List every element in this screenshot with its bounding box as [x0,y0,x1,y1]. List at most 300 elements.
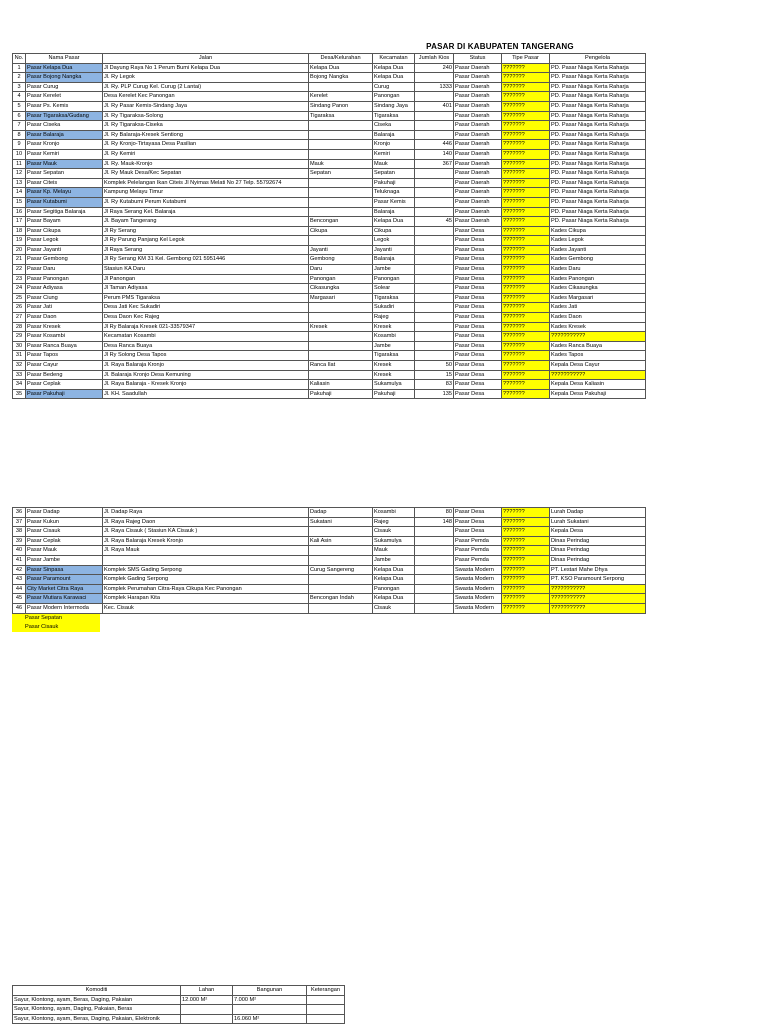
commodity-cell: Sayur, Klontong, ayam, Beras, Daging, Pakaian [13,995,181,1005]
market-type-cell: ??????? [502,332,550,342]
market-type-cell: ??????? [502,101,550,111]
market-name-cell: Pasar Balaraja [26,130,103,140]
table-row [13,111,646,121]
kiosk-count-cell: 45 [415,217,454,227]
row-number-cell: 45 [13,594,26,604]
market-name-cell: Pasar Bedeng [26,370,103,380]
market-type-cell: ??????? [502,159,550,169]
table-row [13,245,646,255]
row-number-cell: 4 [13,92,26,102]
manager-cell: PD. Pasar Niaga Kerta Raharja [550,159,646,169]
district-cell: Mauk [373,159,415,169]
street-cell: Jl Panongan [103,274,309,284]
kiosk-count-cell [415,197,454,207]
street-cell: Jl Ry Solong Desa Tapos [103,351,309,361]
commodity-cell: Sayur, Klontong, ayam, Beras, Daging, Pakaian, Elektronik [13,1014,181,1024]
row-number-cell: 29 [13,332,26,342]
status-cell: Pasar Desa [454,332,502,342]
kiosk-count-cell [415,565,454,575]
district-cell: Legok [373,236,415,246]
kiosk-count-cell [415,188,454,198]
district-cell: Tigaraksa [373,111,415,121]
manager-cell: Kades Legok [550,236,646,246]
street-cell: Desa Daon Kec Rajeg [103,313,309,323]
village-cell: Cikasungka [309,284,373,294]
village-cell [309,603,373,613]
status-cell: Pasar Desa [454,389,502,399]
row-number-cell: 13 [13,178,26,188]
header-jalan: Jalan [103,54,309,64]
district-cell: Kelapa Dua [373,73,415,83]
district-cell: Solear [373,284,415,294]
street-cell: Jl Ry Parung Panjang Kel Legok [103,236,309,246]
status-cell: Pasar Daerah [454,63,502,73]
market-name-cell: Pasar Kelapa Dua [26,63,103,73]
kiosk-count-cell [415,178,454,188]
district-cell: Kresek [373,361,415,371]
table-row [13,546,646,556]
row-number-cell: 19 [13,236,26,246]
district-cell: Mauk [373,546,415,556]
table-row [13,226,646,236]
street-cell: Jl Raya Serang [103,245,309,255]
row-number-cell: 11 [13,159,26,169]
header-keterangan: Keterangan [307,986,345,996]
kiosk-count-cell [415,594,454,604]
market-name-cell: Pasar Bojong Nangka [26,73,103,83]
street-cell: Jl. Balaraja Kronjo Desa Kemuning [103,370,309,380]
street-cell: Jl. Bayam Tangerang [103,217,309,227]
kiosk-count-cell [415,111,454,121]
commodity-header-row [13,986,345,996]
district-cell: Kosambi [373,332,415,342]
manager-cell: Kades Ranca Buaya [550,341,646,351]
market-type-cell: ??????? [502,361,550,371]
status-cell: Pasar Desa [454,313,502,323]
row-number-cell: 18 [13,226,26,236]
row-number-cell: 28 [13,322,26,332]
status-cell: Pasar Desa [454,245,502,255]
manager-cell: PT. Lestari Mahe Dhya [550,565,646,575]
market-type-cell: ??????? [502,284,550,294]
market-type-cell: ??????? [502,217,550,227]
village-cell [309,140,373,150]
market-type-cell: ??????? [502,140,550,150]
village-cell: Daru [309,265,373,275]
village-cell: Curug Sangereng [309,565,373,575]
status-cell: Pasar Desa [454,527,502,537]
district-cell: Rajeg [373,517,415,527]
district-cell: Rajeg [373,313,415,323]
district-cell: Kronjo [373,140,415,150]
market-name-cell: Pasar Daru [26,265,103,275]
district-cell: Panongan [373,584,415,594]
district-cell: Pasar Kemis [373,197,415,207]
status-cell: Pasar Desa [454,284,502,294]
row-number-cell: 8 [13,130,26,140]
district-cell: Balaraja [373,207,415,217]
table-row [13,236,646,246]
street-cell: Jl Taman Adiyasa [103,284,309,294]
manager-cell: ??????????? [550,603,646,613]
manager-cell: PD. Pasar Niaga Kerta Raharja [550,188,646,198]
status-cell: Pasar Pemda [454,555,502,565]
village-cell [309,351,373,361]
market-type-cell: ??????? [502,603,550,613]
market-name-cell: Pasar Kp. Melayu [26,188,103,198]
village-cell: Sukatani [309,517,373,527]
status-cell: Pasar Desa [454,351,502,361]
table-row [13,149,646,159]
status-cell: Pasar Daerah [454,111,502,121]
header-jumlah-kios: Jumlah Kios [415,54,454,64]
market-type-cell: ??????? [502,82,550,92]
village-cell: Ranca Ilat [309,361,373,371]
village-cell [309,341,373,351]
manager-cell: PD. Pasar Niaga Kerta Raharja [550,207,646,217]
street-cell [103,555,309,565]
district-cell: Sukamulya [373,536,415,546]
table-row [13,603,646,613]
kiosk-count-cell [415,341,454,351]
table-row [13,92,646,102]
district-cell: Panongan [373,92,415,102]
row-number-cell: 2 [13,73,26,83]
village-cell: Gembong [309,255,373,265]
street-cell: Desa Ranca Buaya [103,341,309,351]
village-cell: Dadap [309,508,373,518]
manager-cell: PD. Pasar Niaga Kerta Raharja [550,178,646,188]
district-cell: Jambe [373,265,415,275]
manager-cell: ??????????? [550,370,646,380]
street-cell: Jl Ry Serang KM 31 Kel. Gembong 021 5951446 [103,255,309,265]
village-cell: Sepatan [309,169,373,179]
market-type-cell: ??????? [502,92,550,102]
row-number-cell: 36 [13,508,26,518]
market-type-cell: ??????? [502,169,550,179]
table-row [13,284,646,294]
table-row [13,351,646,361]
table-row [13,527,646,537]
manager-cell: PD. Pasar Niaga Kerta Raharja [550,111,646,121]
manager-cell: Kepala Desa Cayur [550,361,646,371]
manager-cell: PD. Pasar Niaga Kerta Raharja [550,149,646,159]
row-number-cell: 38 [13,527,26,537]
manager-cell: Kades Panongan [550,274,646,284]
row-number-cell: 40 [13,546,26,556]
village-cell: Cikupa [309,226,373,236]
manager-cell: Kades Margasari [550,293,646,303]
market-name-cell: Pasar Kutabumi [26,197,103,207]
street-cell: Jl. Ry Kemiri [103,149,309,159]
row-number-cell: 20 [13,245,26,255]
market-type-cell: ??????? [502,63,550,73]
header-desa: Desa/Kelurahan [309,54,373,64]
market-type-cell: ??????? [502,584,550,594]
district-cell: Kosambi [373,508,415,518]
district-cell: Tigaraksa [373,293,415,303]
row-number-cell: 6 [13,111,26,121]
market-name-cell: Pasar Mutiara Karawaci [26,594,103,604]
manager-cell: PD. Pasar Niaga Kerta Raharja [550,82,646,92]
status-cell: Pasar Desa [454,361,502,371]
manager-cell: PD. Pasar Niaga Kerta Raharja [550,197,646,207]
table-row [13,380,646,390]
market-name-cell: Pasar Kronjo [26,140,103,150]
kiosk-count-cell [415,207,454,217]
kiosk-count-cell [415,322,454,332]
market-type-cell: ??????? [502,274,550,284]
manager-cell: Kades Kresek [550,322,646,332]
street-cell: Komplek Gading Serpong [103,575,309,585]
status-cell: Pasar Desa [454,236,502,246]
market-name-cell: Pasar Bayam [26,217,103,227]
header-komoditi: Komoditi [13,986,181,996]
kiosk-count-cell: 401 [415,101,454,111]
row-number-cell: 32 [13,361,26,371]
market-name-cell: Pasar Jambe [26,555,103,565]
status-cell: Pasar Daerah [454,207,502,217]
status-cell: Pasar Desa [454,274,502,284]
remarks-cell [307,1014,345,1024]
manager-cell: Kades Cikupa [550,226,646,236]
manager-cell: PD. Pasar Niaga Kerta Raharja [550,130,646,140]
market-name-cell: Pasar Citeis [26,178,103,188]
village-cell [309,121,373,131]
manager-cell: Lurah Dadap [550,508,646,518]
street-cell: Jl Raya Serang Kel. Balaraja [103,207,309,217]
market-type-cell: ??????? [502,313,550,323]
row-number-cell: 23 [13,274,26,284]
street-cell: Jl. Raya Balaraja Kronjo [103,361,309,371]
table-row [13,169,646,179]
street-cell: Jl. Ry. Mauk-Kronjo [103,159,309,169]
kiosk-count-cell [415,332,454,342]
street-cell: Kec. Cisauk [103,603,309,613]
extra-market-cisauk: Pasar Cisauk [12,623,100,632]
manager-cell: Kades Daon [550,313,646,323]
district-cell: Kelapa Dua [373,575,415,585]
land-area-cell [181,1014,233,1024]
header-bangunan: Bangunan [233,986,307,996]
kiosk-count-cell [415,575,454,585]
market-type-cell: ??????? [502,130,550,140]
manager-cell: Kades Daru [550,265,646,275]
market-name-cell: Pasar Panongan [26,274,103,284]
table-row [13,313,646,323]
row-number-cell: 9 [13,140,26,150]
street-cell: Kampung Melayu Timur [103,188,309,198]
village-cell: Kerelet [309,92,373,102]
remarks-cell [307,1005,345,1015]
building-area-cell: 7.000 M² [233,995,307,1005]
kiosk-count-cell [415,303,454,313]
kiosk-count-cell [415,527,454,537]
district-cell: Kelapa Dua [373,217,415,227]
market-name-cell: Pasar Ciung [26,293,103,303]
street-cell: Desa Jati Kec Sukadiri [103,303,309,313]
street-cell: Jl. Raya Rajeg Daon [103,517,309,527]
market-name-cell: Pasar Ciseka [26,121,103,131]
street-cell: Jl Ry Serang [103,226,309,236]
district-cell: Sukamulya [373,380,415,390]
market-type-cell: ??????? [502,322,550,332]
header-pengelola: Pengelola [550,54,646,64]
kiosk-count-cell: 80 [415,508,454,518]
market-name-cell: Pasar Sinpasa [26,565,103,575]
kiosk-count-cell [415,245,454,255]
village-cell [309,130,373,140]
table-row [13,575,646,585]
row-number-cell: 17 [13,217,26,227]
market-name-cell: Pasar Jayanti [26,245,103,255]
row-number-cell: 12 [13,169,26,179]
village-cell: Bencongan Indah [309,594,373,604]
table-row [13,82,646,92]
row-number-cell: 35 [13,389,26,399]
status-cell: Pasar Daerah [454,73,502,83]
kiosk-count-cell [415,236,454,246]
manager-cell: ??????????? [550,332,646,342]
district-cell: Ciseka [373,121,415,131]
village-cell [309,332,373,342]
kiosk-count-cell [415,284,454,294]
district-cell: Jambe [373,341,415,351]
status-cell: Pasar Daerah [454,217,502,227]
village-cell [309,313,373,323]
header-nama-pasar: Nama Pasar [26,54,103,64]
kiosk-count-cell [415,293,454,303]
street-cell: Komplek SMS Gading Serpong [103,565,309,575]
market-name-cell: Pasar Sepatan [26,169,103,179]
market-type-cell: ??????? [502,265,550,275]
village-cell [309,527,373,537]
row-number-cell: 7 [13,121,26,131]
table-row [13,584,646,594]
village-cell: Margasari [309,293,373,303]
market-type-cell: ??????? [502,178,550,188]
kiosk-count-cell: 367 [415,159,454,169]
street-cell: Jl. KH. Saadullah [103,389,309,399]
village-cell [309,555,373,565]
market-type-cell: ??????? [502,226,550,236]
header-no: No. [13,54,26,64]
market-name-cell: Pasar Kukun [26,517,103,527]
village-cell: Bencongan [309,217,373,227]
market-name-cell: Pasar Modern Intermoda [26,603,103,613]
manager-cell: Kades Jayanti [550,245,646,255]
market-type-cell: ??????? [502,594,550,604]
street-cell: Jl. Ry Tigaraksa-Solong [103,111,309,121]
market-name-cell: Pasar Ceplak [26,380,103,390]
manager-cell: Kades Cikasungka [550,284,646,294]
row-number-cell: 41 [13,555,26,565]
table-row [13,140,646,150]
table-row [13,207,646,217]
kiosk-count-cell: 140 [415,149,454,159]
status-cell: Pasar Daerah [454,169,502,179]
street-cell: Jl. Dadap Raya [103,508,309,518]
status-cell: Pasar Desa [454,255,502,265]
district-cell: Kresek [373,370,415,380]
market-type-cell: ??????? [502,517,550,527]
remarks-cell [307,995,345,1005]
district-cell: Teluknaga [373,188,415,198]
table-row [13,265,646,275]
street-cell: Jl. Ry Tigaraksa-Ciseka [103,121,309,131]
village-cell: Mauk [309,159,373,169]
village-cell: Sindang Panon [309,101,373,111]
status-cell: Pasar Daerah [454,178,502,188]
header-tipe-pasar: Tipe Pasar [502,54,550,64]
status-cell: Pasar Daerah [454,92,502,102]
status-cell: Pasar Desa [454,508,502,518]
manager-cell: Kades Tapos [550,351,646,361]
village-cell [309,236,373,246]
manager-cell: PD. Pasar Niaga Kerta Raharja [550,169,646,179]
market-type-cell: ??????? [502,555,550,565]
village-cell: Kresek [309,322,373,332]
market-type-cell: ??????? [502,341,550,351]
market-name-cell: Pasar Ceplak [26,536,103,546]
market-name-cell: Pasar Cisauk [26,527,103,537]
building-area-cell [233,1005,307,1015]
market-type-cell: ??????? [502,245,550,255]
village-cell: Jayanti [309,245,373,255]
market-name-cell: Pasar Curug [26,82,103,92]
market-name-cell: Pasar Pakuhaji [26,389,103,399]
table-row [13,63,646,73]
manager-cell: PD. Pasar Niaga Kerta Raharja [550,140,646,150]
status-cell: Pasar Desa [454,341,502,351]
market-type-cell: ??????? [502,536,550,546]
row-number-cell: 25 [13,293,26,303]
kiosk-count-cell [415,313,454,323]
manager-cell: Lurah Sukatani [550,517,646,527]
manager-cell: PD. Pasar Niaga Kerta Raharja [550,101,646,111]
page-title: PASAR DI KABUPATEN TANGERANG [426,42,574,51]
street-cell: Komplek Pelelangan Ikan Citeis Jl Nyimas Melati No 27 Telp. 55792674 [103,178,309,188]
table-row [13,508,646,518]
street-cell: Jl. Ry Pasar Kemis-Sindang Jaya [103,101,309,111]
market-type-cell: ??????? [502,380,550,390]
district-cell: Kresek [373,322,415,332]
commodity-row [13,995,345,1005]
market-name-cell: Pasar Ps. Kemis [26,101,103,111]
district-cell: Balaraja [373,255,415,265]
market-type-cell: ??????? [502,508,550,518]
kiosk-count-cell: 240 [415,63,454,73]
row-number-cell: 10 [13,149,26,159]
manager-cell: Kepala Desa Pakuhaji [550,389,646,399]
market-type-cell: ??????? [502,121,550,131]
table-row [13,332,646,342]
kiosk-count-cell [415,92,454,102]
district-cell: Cisauk [373,527,415,537]
status-cell: Pasar Daerah [454,130,502,140]
market-type-cell: ??????? [502,255,550,265]
manager-cell: PD. Pasar Niaga Kerta Raharja [550,217,646,227]
market-name-cell: Pasar Tapos [26,351,103,361]
market-type-cell: ??????? [502,149,550,159]
manager-cell: Kades Jati [550,303,646,313]
village-cell: Pakuhaji [309,389,373,399]
street-cell: Jl. Ry Kutabumi Perum Kutabumi [103,197,309,207]
market-name-cell: Pasar Kemiri [26,149,103,159]
kiosk-count-cell: 135 [415,389,454,399]
row-number-cell: 44 [13,584,26,594]
table-row [13,322,646,332]
